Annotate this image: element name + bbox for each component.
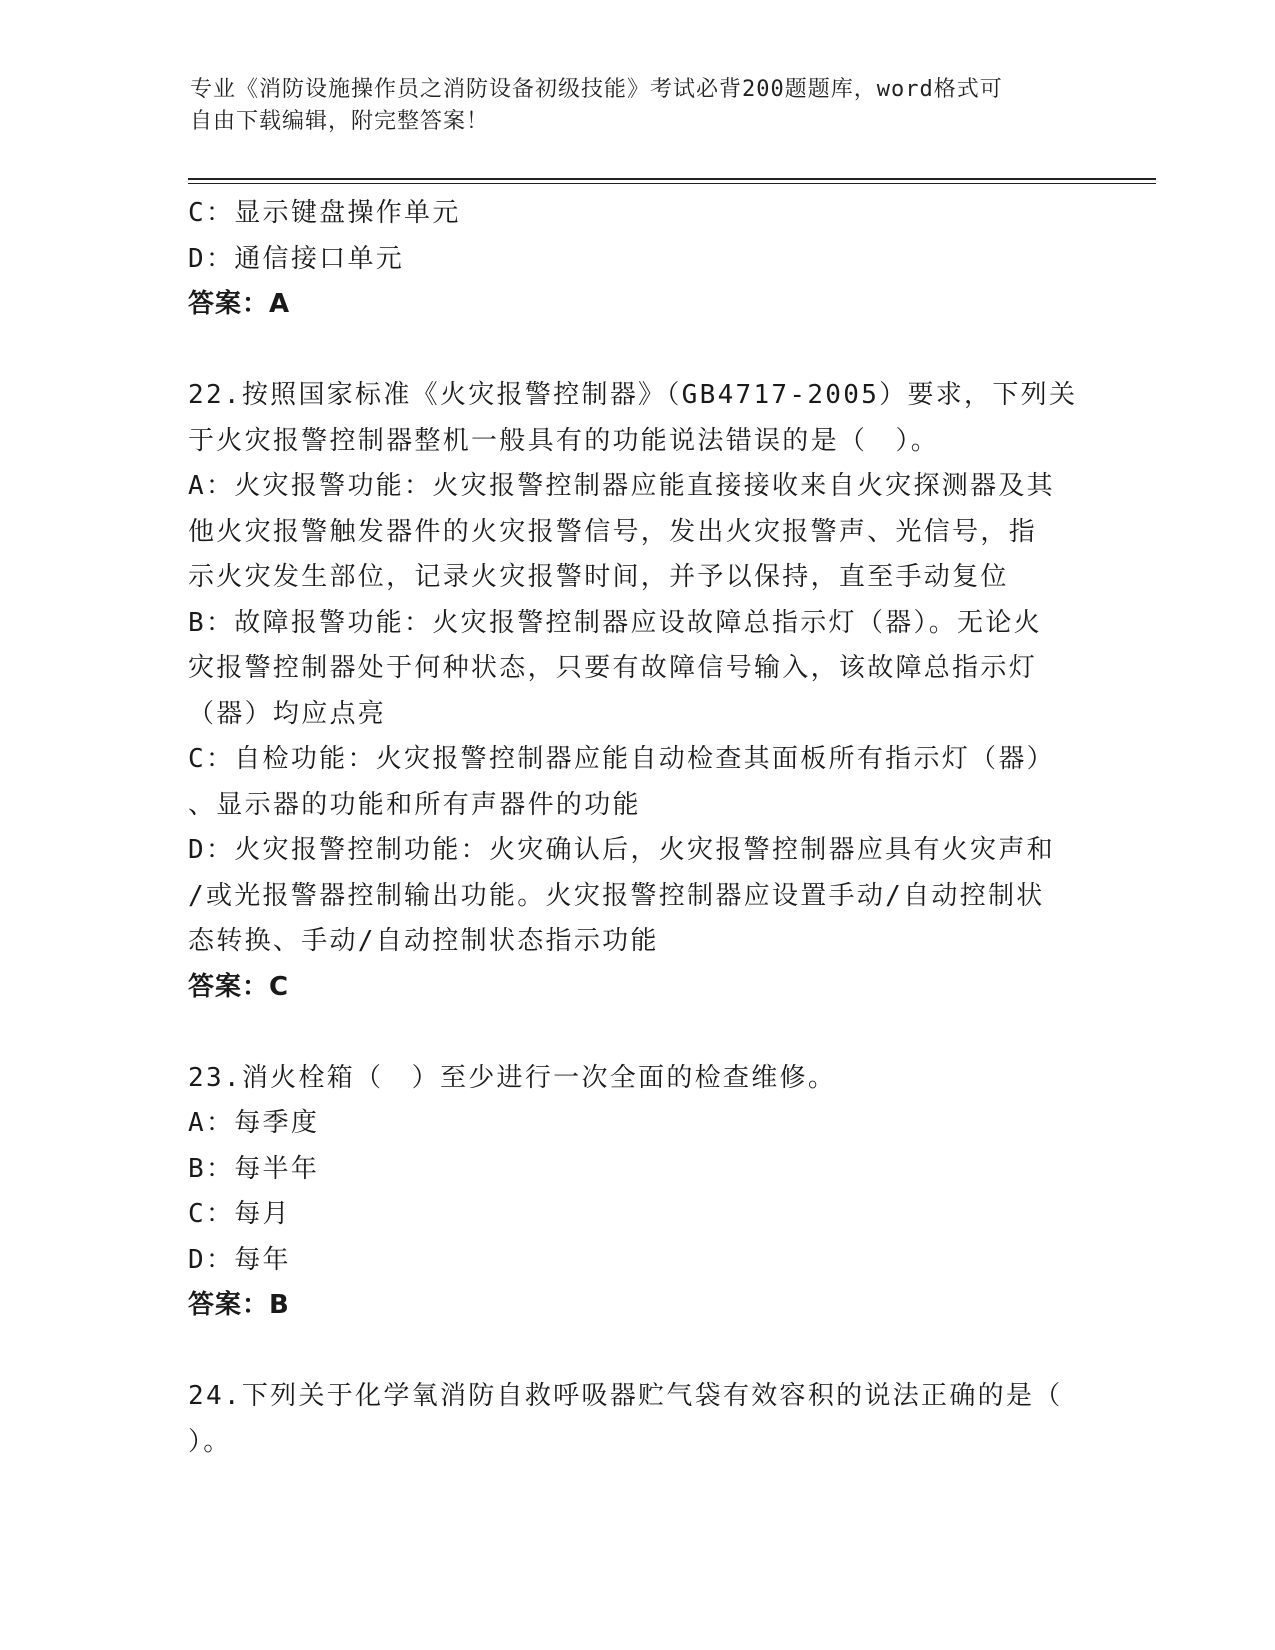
header-divider-thick [188,178,1156,180]
page-header [190,74,1070,138]
option-c: C：每月 [188,1199,291,1229]
option-c-line: C：自检功能：火灾报警控制器应能自动检查其面板所有指示灯（器） [188,744,1055,774]
option-d-line: D：火灾报警控制功能：火灾确认后，火灾报警控制器应具有火灾声和 [188,835,1055,865]
question-content [188,191,1078,1465]
option-a: A：每季度 [188,1108,320,1138]
answer-line: 答案：C [188,971,290,1002]
option-a-line: 他火灾报警触发器件的火灾报警信号，发出火灾报警声、光信号，指 [188,516,1038,547]
question-22 [188,373,1078,1010]
option-a-line: A：火灾报警功能：火灾报警控制器应能直接接收来自火灾探测器及其 [188,471,1055,501]
question-24 [188,1374,1078,1465]
option-b-line: B：故障报警功能：火灾报警控制器应设故障总指示灯（器）。无论火 [188,607,1042,638]
option-a-line: 示火灾发生部位，记录火灾报警时间，并予以保持，直至手动复位 [188,562,1009,592]
header-title-line-2: 自由下载编辑，附完整答案！ [190,109,490,134]
header-title-line-1: 专业《消防设施操作员之消防设备初级技能》考试必背200题题库，word格式可 [190,77,1003,102]
option-c: C：显示键盘操作单元 [188,198,461,228]
option-d-line: 态转换、手动/自动控制状态指示功能 [188,926,659,956]
spacer [188,328,1078,374]
question-stem-line: ）。 [188,1426,232,1457]
spacer [188,1010,1078,1056]
answer-line: 答案：A [188,289,291,319]
option-b-line: 灾报警控制器处于何种状态，只要有故障信号输入，该故障总指示灯 [188,653,1038,683]
option-d-line: /或光报警器控制输出功能。火灾报警控制器应设置手动/自动控制状 [188,880,1045,911]
question-stem-line: 于火灾报警控制器整机一般具有的功能说法错误的是（ ）。 [188,425,940,456]
question-23 [188,1056,1078,1329]
question-stem-line: 24.下列关于化学氧消防自救呼吸器贮气袋有效容积的说法正确的是（ [188,1381,1063,1411]
answer-line: 答案：B [188,1290,290,1320]
option-c-line: 、显示器的功能和所有声器件的功能 [188,789,641,820]
option-b: B：每半年 [188,1153,320,1184]
option-d: D：每年 [188,1244,291,1275]
question-stem-line: 22.按照国家标准《火灾报警控制器》（GB4717-2005）要求，下列关 [188,380,1078,410]
question-stem-line: 23.消火栓箱（ ）至少进行一次全面的检查维修。 [188,1062,837,1093]
option-b-line: （器）均应点亮 [188,698,387,729]
question-21-tail [188,191,1078,328]
header-divider-thin [188,183,1156,184]
option-d: D：通信接口单元 [188,243,405,274]
spacer [188,1329,1078,1375]
